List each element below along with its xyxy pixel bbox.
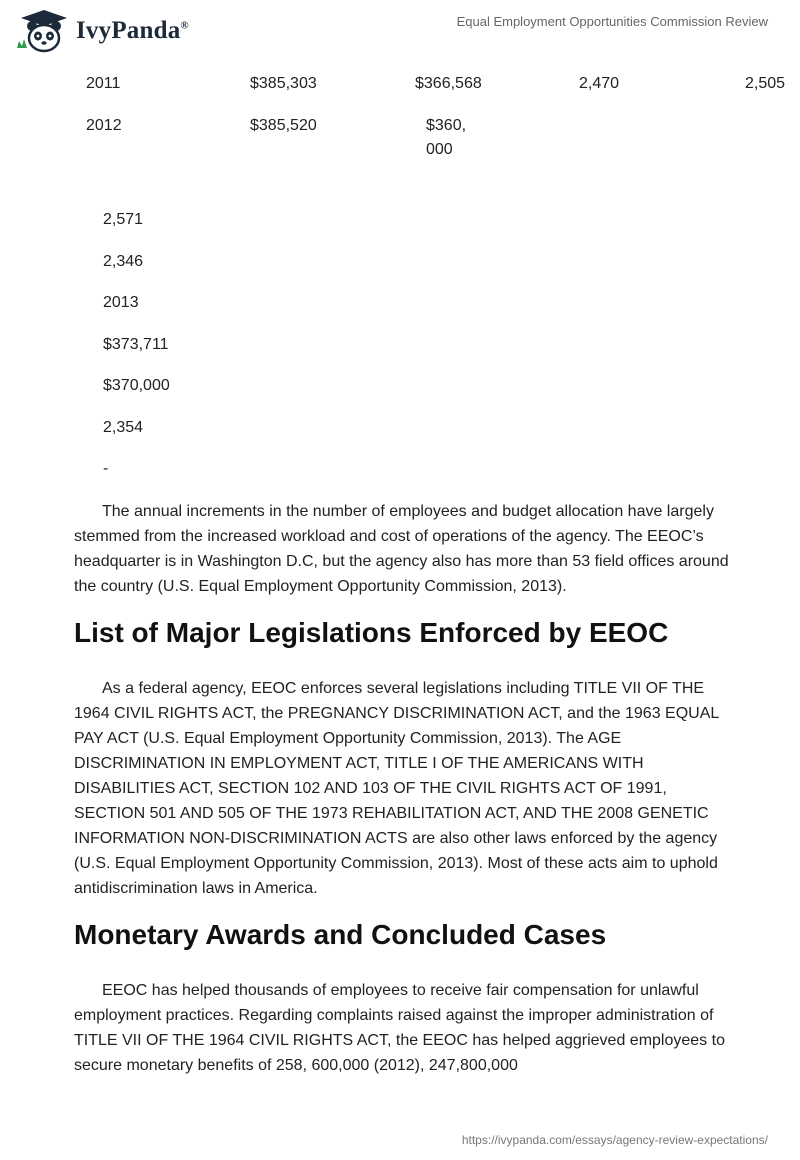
table-cell-year: 2012 — [86, 117, 122, 134]
body-paragraph: The annual increments in the number of employees and budget allocation have largely stemmed from the increased workload and cost of operations of the agency. The EEOC’s headquarter is in Washington D.C, but the agency also has more than 53 field offices around the country (U.S. Equal Employment Opportunity Commission, 2013). — [74, 503, 729, 595]
table-cell-year: 2011 — [86, 75, 121, 92]
stacked-cell: - — [103, 460, 109, 477]
ivypanda-logo[interactable] — [14, 8, 189, 54]
stacked-cell: $370,000 — [103, 377, 170, 394]
stacked-cell: 2013 — [103, 294, 139, 311]
table-cell: $385,303 — [250, 75, 317, 92]
table-cell: 000 — [426, 141, 453, 158]
document-title: Equal Employment Opportunities Commission Review — [456, 14, 768, 29]
table-cell: 2,470 — [579, 75, 620, 92]
body-paragraph: EEOC has helped thousands of employees to receive fair compensation for unlawful employment practices. Regarding complaints raised against the improper administration of TITLE VII OF THE 1964 CIVIL RIGHTS ACT, the EEOC has helped aggrieved employees to secure monetary benefits of 258, 600,000 (2012), 247,800,000 — [74, 982, 725, 1074]
stacked-cell: 2,354 — [103, 419, 144, 436]
table-cell: 2,505 — [745, 75, 786, 92]
page-header — [0, 0, 800, 64]
stacked-cell: 2,571 — [103, 211, 144, 228]
panda-graduate-icon — [14, 8, 74, 54]
brand-name: IvyPanda® — [76, 17, 189, 44]
body-paragraph: As a federal agency, EEOC enforces several legislations including TITLE VII OF THE 1964 CIVIL RIGHTS ACT, the PREGNANCY DISCRIMINATION ACT, and the 1963 EQUAL PAY ACT (U.S. Equal Employment Opportunity Commission, 2013). The AGE DISCRIMINATION IN EMPLOYMENT ACT, TITLE I OF THE AMERICANS WITH DISABILITIES ACT, SECTION 102 AND 103 OF THE CIVIL RIGHTS ACT OF 1991, SECTION 501 AND 505 OF THE 1973 REHABILITATION ACT, AND THE 2008 GENETIC INFORMATION NON-DISCRIMINATION ACTS are also other laws enforced by the agency (U.S. Equal Employment Opportunity Commission, 2013). Most of these acts aim to uphold antidiscrimination laws in America. — [74, 680, 719, 897]
table-cell: $385,520 — [250, 117, 317, 134]
table-cell: $366,568 — [415, 75, 482, 92]
source-url-link[interactable]: https://ivypanda.com/essays/agency-review-expectations/ — [461, 1133, 768, 1147]
section-heading: List of Major Legislations Enforced by EEOC — [74, 617, 669, 648]
section-heading: Monetary Awards and Concluded Cases — [74, 919, 607, 950]
stacked-cell: 2,346 — [103, 253, 144, 270]
table-cell: $360, — [426, 117, 467, 134]
stacked-cell: $373,711 — [103, 336, 169, 353]
